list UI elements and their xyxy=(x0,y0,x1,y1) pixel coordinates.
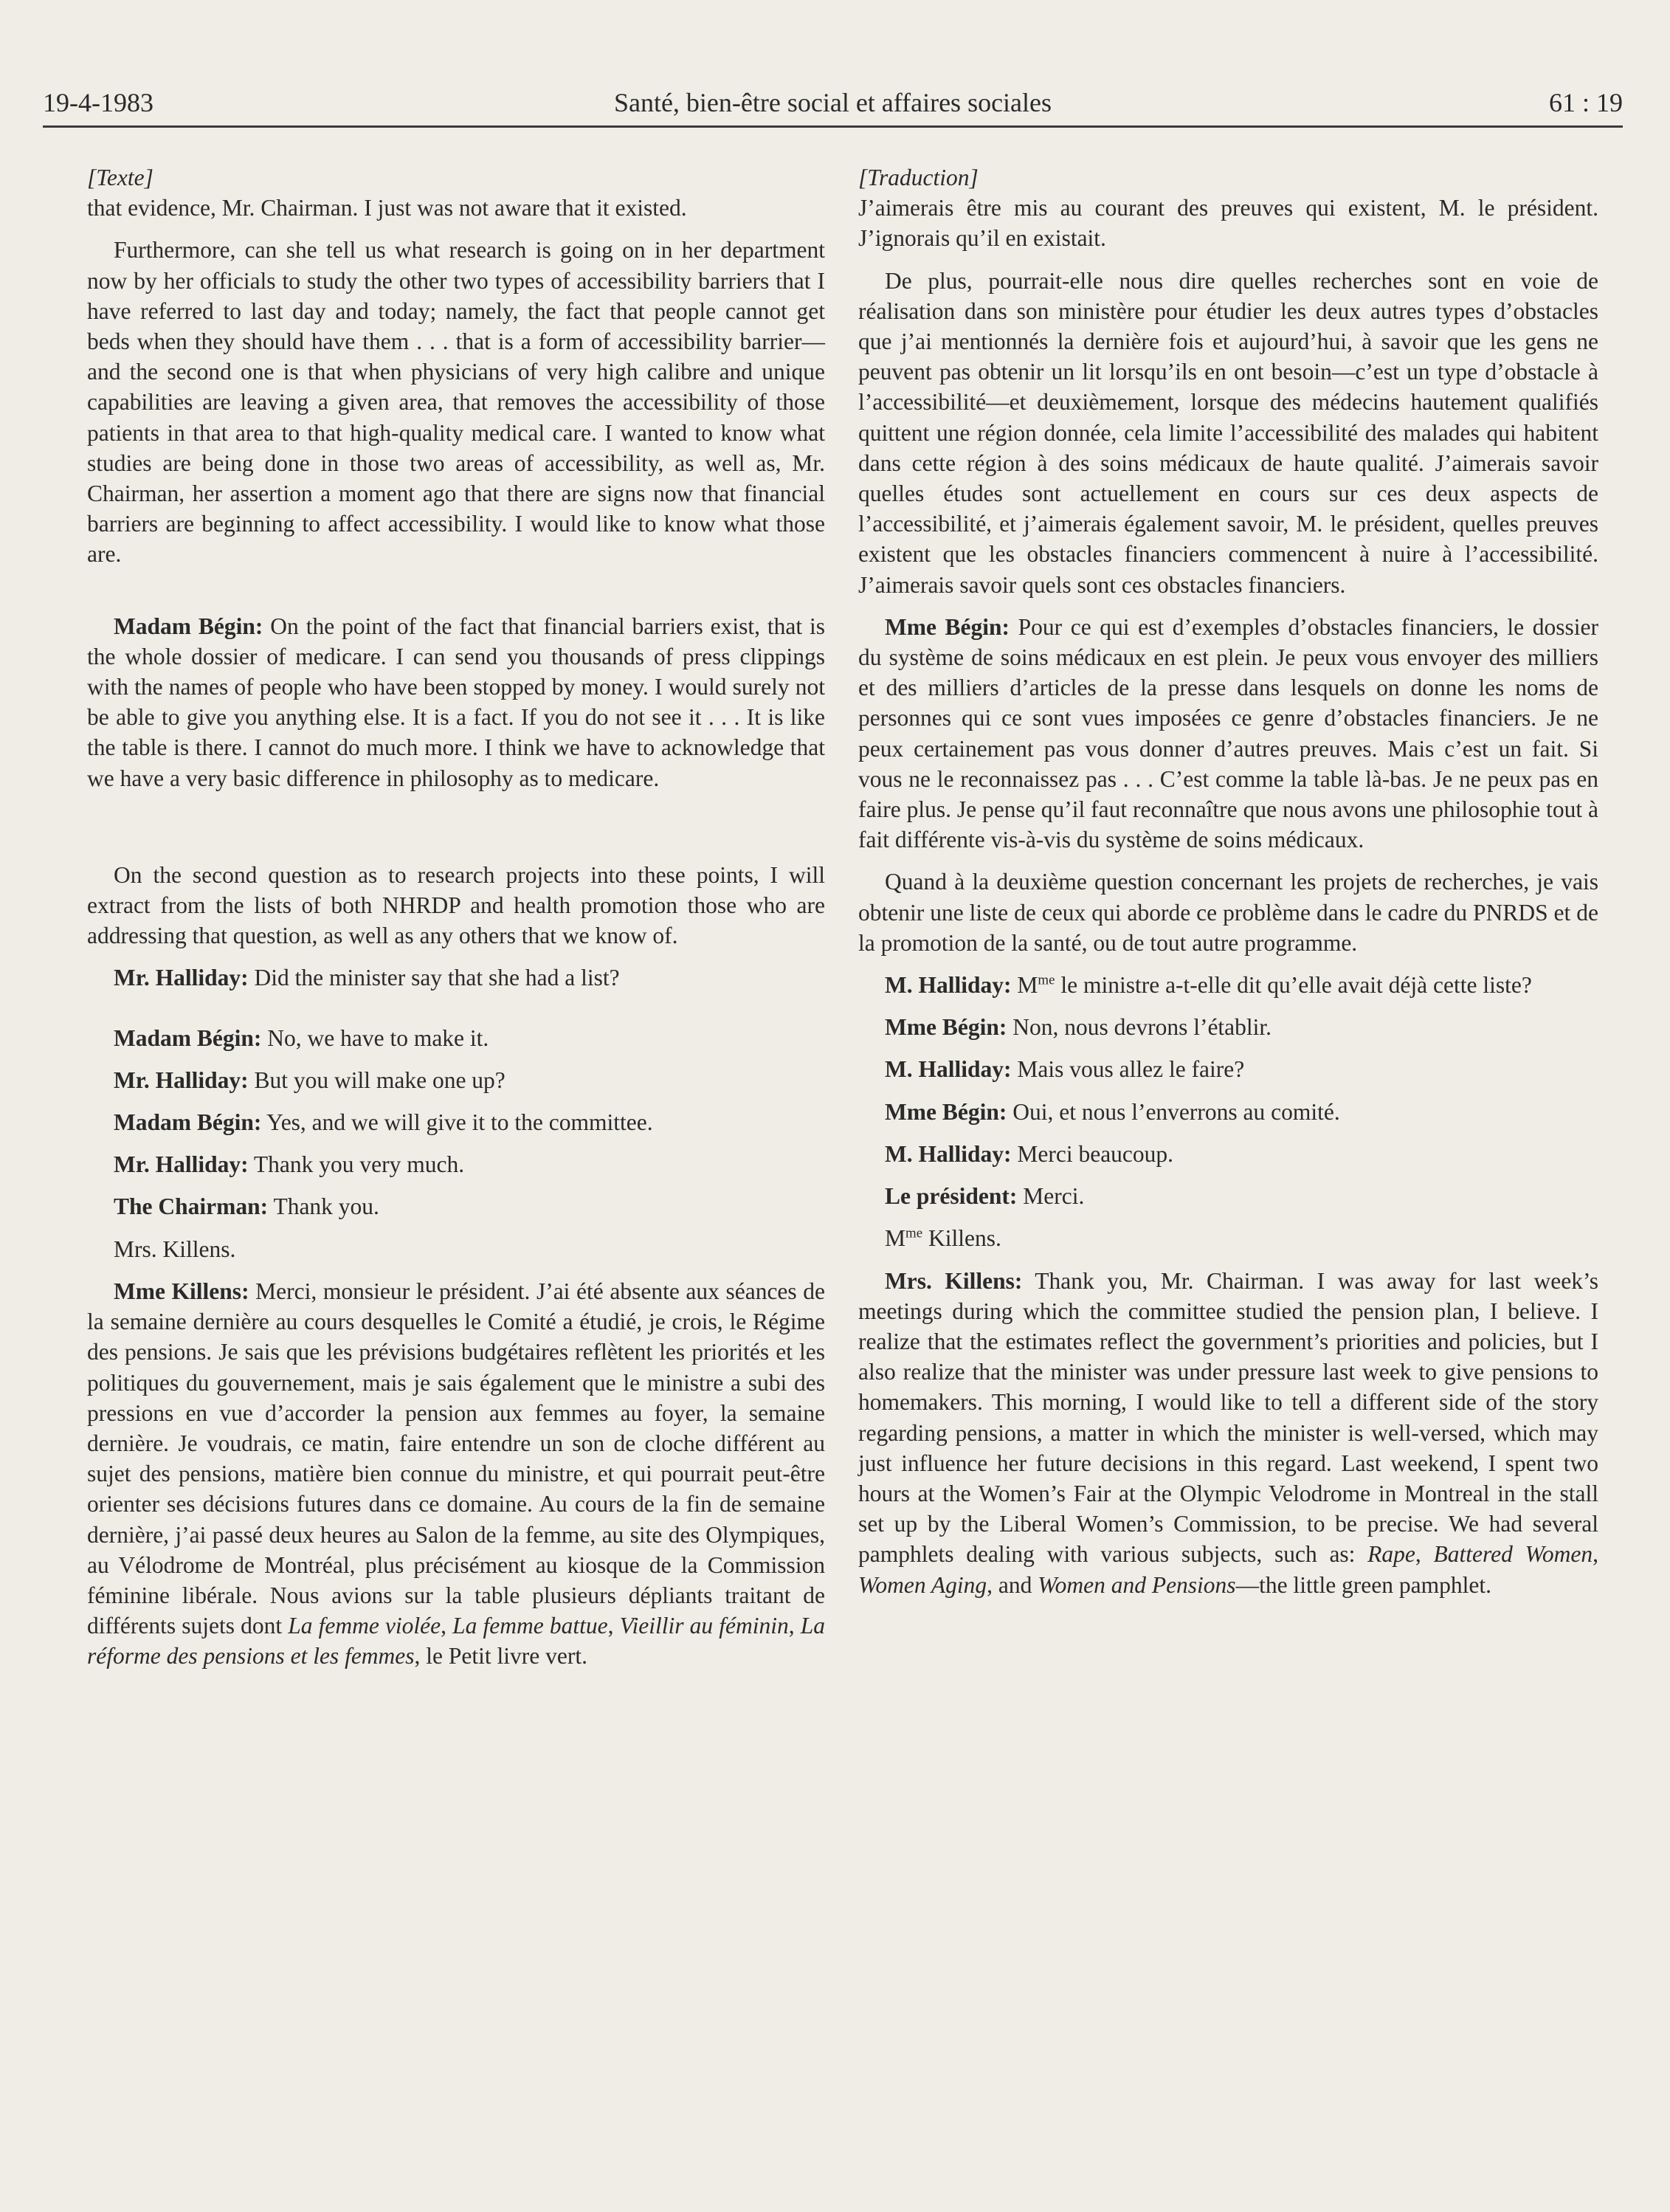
speech-paragraph xyxy=(858,970,1598,1000)
pamphlet-title: La femme battue xyxy=(452,1613,608,1639)
pamphlet-title: Women and Pensions xyxy=(1038,1571,1236,1598)
speech-paragraph xyxy=(858,1097,1598,1127)
running-header xyxy=(43,80,1623,128)
speaker-name: Madam Bégin: xyxy=(114,1024,262,1051)
speech-paragraph xyxy=(87,611,825,793)
right-column xyxy=(858,162,1598,1600)
speech-paragraph xyxy=(858,612,1598,855)
speech-text: Merci. xyxy=(1023,1183,1085,1210)
speech-text: No, we have to make it. xyxy=(267,1024,489,1051)
speech-text: Killens. xyxy=(922,1225,1001,1252)
speech-paragraph xyxy=(858,1266,1598,1600)
speaker-name: Madam Bégin: xyxy=(114,1109,262,1136)
speech-text: Oui, et nous l’enverrons au comité. xyxy=(1012,1098,1340,1125)
speaker-name: Mme Bégin: xyxy=(885,1014,1007,1041)
speaker-name: Mrs. Killens: xyxy=(885,1267,1023,1294)
speech-paragraph xyxy=(858,1012,1598,1042)
pamphlet-title: La femme violée xyxy=(288,1613,441,1639)
speaker-name: Mme Killens: xyxy=(114,1278,249,1304)
speech-text: , xyxy=(1415,1541,1434,1568)
speech-text: Did the minister say that she had a list? xyxy=(254,965,620,991)
speech-paragraph xyxy=(858,1181,1598,1211)
speech-paragraph xyxy=(87,1065,825,1095)
speaker-name: M. Halliday: xyxy=(885,972,1012,999)
pamphlet-title: Vieillir au féminin xyxy=(619,1613,789,1639)
speaker-name: The Chairman: xyxy=(114,1193,269,1220)
speech-paragraph xyxy=(87,1107,825,1137)
paragraph: Quand à la deuxième question concernant les projets de recherches, je vais obtenir une liste de ceux qui aborde ce problème dans le cadre du PNRDS et de la promotion de la santé, ou de tout autre programme. xyxy=(858,869,1598,956)
speaker-name: Le président: xyxy=(885,1183,1018,1210)
speech-text: , xyxy=(441,1613,453,1639)
superscript: me xyxy=(905,1225,923,1241)
paragraph: that evidence, Mr. Chairman. I just was not aware that it existed. xyxy=(87,195,687,221)
speaker-name: Mme Bégin: xyxy=(885,613,1010,640)
speaker-name: Mr. Halliday: xyxy=(114,1067,249,1093)
speech-text: —the little green pamphlet. xyxy=(1235,1571,1491,1598)
speech-text: M xyxy=(885,1225,906,1252)
speaker-name: M. Halliday: xyxy=(885,1056,1012,1083)
speech-text: M xyxy=(1017,972,1038,999)
speech-text: Thank you, Mr. Chairman. I was away for last week’s meetings during which the committee studied the pension plan, I believe. I realize that the estimates reflect the government’s priorities and policies, but I also realize that the minister was under pressure last week to give pensions to homemakers. This morning, I would like to tell a different side of the story regarding pensions, a matter in which the minister is well-versed, which may just influence her future decisions in this regard. Last weekend, I spent two hours at the Women’s Fair at the Olympic Velodrome in Montreal in the stall set up by the Liberal Women’s Commission, to be precise. We had several pamphlets dealing with various subjects, such as: xyxy=(858,1267,1598,1568)
speaker-name: Mr. Halliday: xyxy=(114,1151,249,1178)
speech-paragraph xyxy=(87,1149,825,1179)
speech-paragraph xyxy=(87,1191,825,1222)
paragraph: De plus, pourrait-elle nous dire quelles recherches sont en voie de réalisation dans son ministère pour étudier les deux autres types d’obstacles que j’ai mentionnés la dernière fois et aujourd’hui, à savoir que les gens ne peuvent pas obtenir un lit lorsqu’ils en ont besoin—c’est un type d’obstacle à l’accessibilité—et deuxièmement, lorsque des médecins hautement qualifiés quittent une région donnée, cela limite l’accessibilité des malades qui habitent dans cette région à des soins médicaux de haute qualité. J’aimerais savoir quelles études sont actuellement en cours sur ces deux aspects de l’accessibilité, et j’aimerais également savoir, M. le président, quelles preuves existent que les obstacles financiers commencent à nuire à l’accessibilité. J’aimerais savoir quels sont ces obstacles financiers. xyxy=(858,267,1598,598)
speech-text: Thank you. xyxy=(273,1193,379,1220)
column-label-text: [Texte] xyxy=(87,165,153,190)
speaker-name: Madam Bégin: xyxy=(114,613,263,639)
paragraph: J’aimerais être mis au courant des preuves qui existent, M. le président. J’ignorais qu’il en existait. xyxy=(858,195,1598,252)
speech-text: Yes, and we will give it to the committee. xyxy=(266,1109,653,1136)
speech-text: le ministre a-t-elle dit qu’elle avait déjà cette liste? xyxy=(1055,972,1532,999)
speech-text: , and xyxy=(987,1571,1038,1598)
header-date: 19-4-1983 xyxy=(43,88,153,117)
paragraph: Mrs. Killens. xyxy=(114,1236,236,1262)
speech-paragraph xyxy=(87,962,825,993)
speech-text: Thank you very much. xyxy=(253,1151,465,1178)
speech-text: , xyxy=(788,1613,801,1639)
speech-text: On the point of the fact that financial barriers exist, that is the whole dossier of medicare. I can send you thousands of press clippings with the names of people who have been stopped by money. I would surely not be able to give you anything else. It is a fact. If you do not see it . . . It is like the table is there. I cannot do much more. I think we have to acknowledge that we have a very basic difference in philosophy as to medicare. xyxy=(87,613,826,791)
column-label-text: [Traduction] xyxy=(858,165,979,190)
pamphlet-title: Rape xyxy=(1367,1541,1415,1568)
header-title: Santé, bien-être social et affaires sociales xyxy=(613,88,1052,117)
speech-text: Merci beaucoup. xyxy=(1017,1140,1174,1167)
speech-text: , xyxy=(1593,1541,1599,1568)
left-column xyxy=(87,162,825,1672)
speech-text: Non, nous devrons l’établir. xyxy=(1012,1014,1272,1041)
paragraph: Furthermore, can she tell us what research is going on in her department now by her officials to study the other two types of accessibility barriers that I have referred to last day and today; namely, the fact that people cannot get beds when they should have them . . . that is a form of accessibility barrier—and the second one is that when physicians of very high calibre and unique capabilities are leaving a given area, that removes the accessibility of those patients in that area to that high-quality medical care. I wanted to know what studies are being done in those two areas of accessibility, as well as, Mr. Chairman, her assertion a moment ago that there are signs now that financial barriers are beginning to affect accessibility. I would like to know what those are. xyxy=(87,237,825,568)
paragraph: On the second question as to research projects into these points, I will extract from the lists of both NHRDP and health promotion those who are addressing that question, as well as any others that we know of. xyxy=(87,861,825,949)
speech-paragraph xyxy=(858,1139,1598,1169)
superscript: me xyxy=(1038,972,1055,988)
pamphlet-title: La réforme des pensions et les femmes xyxy=(87,1613,826,1670)
paragraph xyxy=(858,1223,1598,1253)
speech-paragraph xyxy=(87,1023,825,1053)
speaker-name: Mr. Halliday: xyxy=(114,965,249,991)
speech-text: Mais vous allez le faire? xyxy=(1017,1056,1245,1083)
speaker-name: Mme Bégin: xyxy=(885,1098,1007,1125)
speech-text: But you will make one up? xyxy=(254,1067,506,1093)
speech-paragraph xyxy=(858,1054,1598,1084)
pamphlet-title: Battered Women xyxy=(1433,1541,1593,1568)
speaker-name: M. Halliday: xyxy=(885,1140,1012,1167)
speech-paragraph xyxy=(87,1276,825,1672)
speech-text: , le Petit livre vert. xyxy=(414,1643,587,1670)
speech-text: , xyxy=(607,1613,620,1639)
header-page-number: 61 : 19 xyxy=(1548,88,1623,117)
speech-text: Merci, monsieur le président. J’ai été absente aux séances de la semaine dernière au cours desquelles le Comité a étudié, je crois, le Régime des pensions. Je sais que les prévisions budgétaires reflètent les priorités et les politiques du gouvernement, mais je sais également que le ministre a subi des pressions en vue d’accorder la pension aux femmes au foyer, la semaine dernière. Je voudrais, ce matin, faire entendre un son de cloche différent au sujet des pensions, matière bien connue du ministre, et qui pourrait peut-être orienter ses décisions futures dans ce domaine. Au cours de la fin de semaine dernière, j’ai passé deux heures au Salon de la femme, au site des Olympiques, au Vélodrome de Montréal, plus précisément au kiosque de la Commission féminine libérale. Nous avions sur la table plusieurs dépliants traitant de différents sujets dont xyxy=(87,1278,825,1639)
speech-text: Pour ce qui est d’exemples d’obstacles financiers, le dossier du système de soins médicaux en est plein. Je peux vous envoyer des milliers et des milliers d’articles de la presse dans lesquels on donne les noms de personnes qui ce sont vues imposées ce genre d’obstacles financiers. Je ne peux certainement pas vous donner d’autres preuves. Mais c’est un fait. Si vous ne le reconnaissez pas . . . C’est comme la table là-bas. Je ne peux pas en faire plus. Je pense qu’il faut reconnaître que nous avons une philosophie tout à fait différente vis-à-vis du système de soins médicaux. xyxy=(858,613,1598,853)
pamphlet-title: Women Aging xyxy=(858,1571,987,1598)
